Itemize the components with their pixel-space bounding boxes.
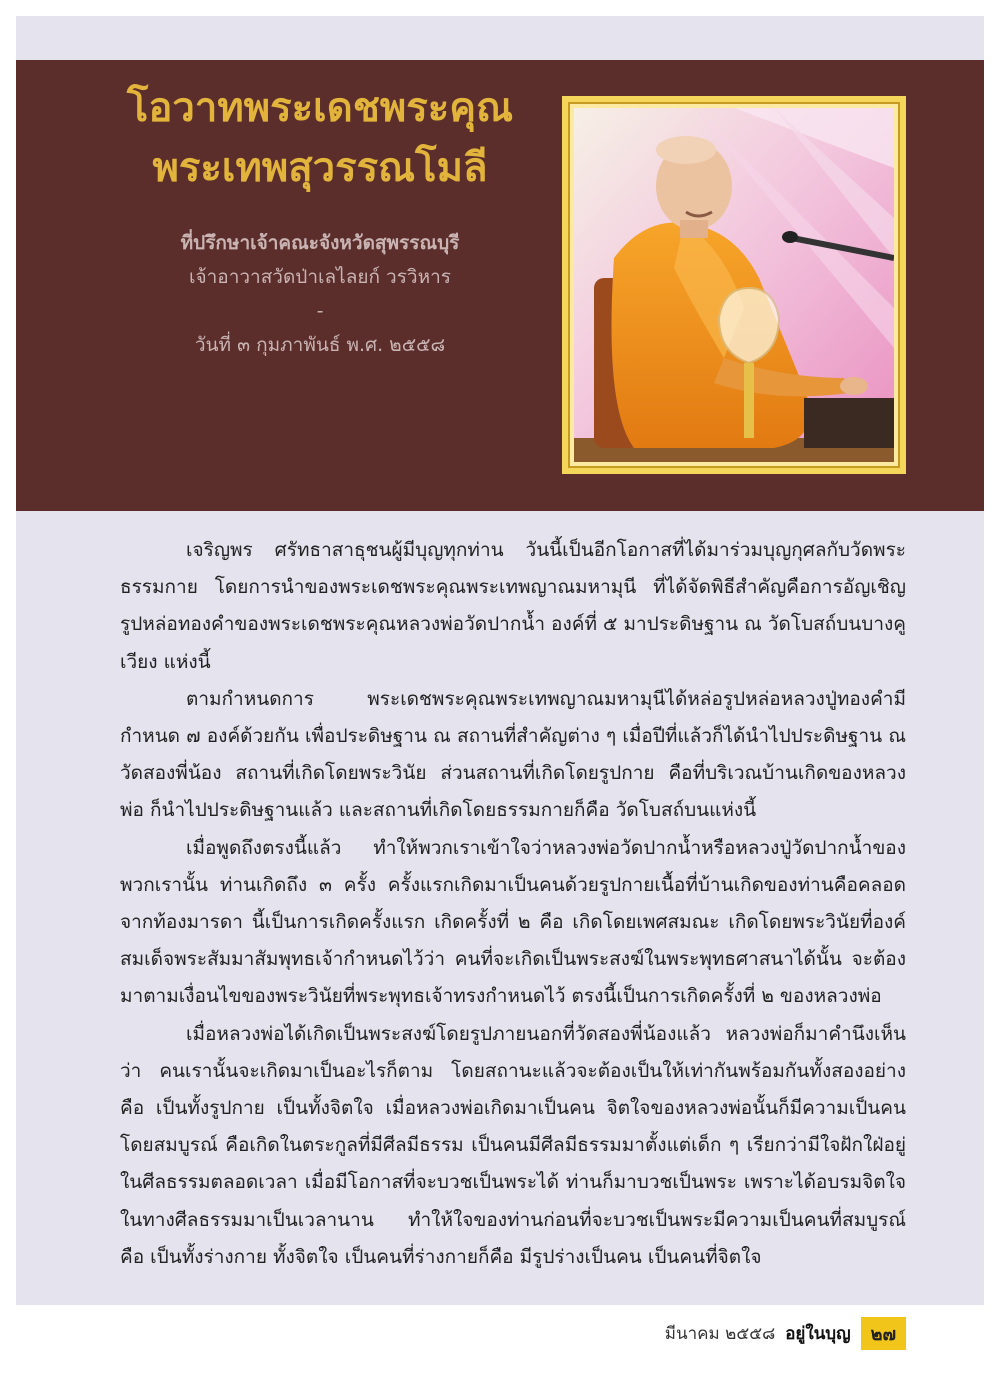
article-title [60, 78, 580, 198]
author-abbot-title: เจ้าอาวาสวัดป่าเลไลยก์ วรวิหาร [188, 266, 451, 288]
author-info [60, 226, 580, 362]
article-body [120, 532, 906, 1276]
monk-photo [574, 108, 894, 462]
sermon-date: วันที่ ๓ กุมภาพันธ์ พ.ศ. ๒๕๕๘ [194, 334, 446, 356]
photo-frame-inner [568, 102, 900, 468]
author-role: ที่ปรึกษาเจ้าคณะจังหวัดสุพรรณบุรี [180, 232, 460, 254]
magazine-name: อยู่ในบุญ [785, 1323, 851, 1344]
title-line-1: โอวาทพระเดชพระคุณ [126, 84, 514, 131]
paragraph-1: เจริญพร ศรัทธาสาธุชนผู้มีบุญทุกท่าน วันนี้เป็นอีกโอกาสที่ได้มาร่วมบุญกุศลกับวัดพระธรรมกาย โดยการนำของพระเดชพระคุณพระเทพญาณมหามุนี ที่ได้จัดพิธีสำคัญคือการอัญเชิญรูปหล่อทองคำของพระเดชพระคุณหลวงพ่อวัดปากน้ำ องค์ที่ ๕ มาประดิษฐาน ณ วัดโบสถ์บนบางคูเวียง แห่งนี้ [120, 539, 906, 673]
page-number: ๒๗ [861, 1317, 906, 1350]
issue-date: มีนาคม ๒๕๕๘ [664, 1323, 776, 1344]
title-line-2: พระเทพสุวรรณโมลี [152, 144, 488, 191]
photo-frame [562, 96, 906, 474]
paragraph-3: เมื่อพูดถึงตรงนี้แล้ว ทำให้พวกเราเข้าใจว่าหลวงพ่อวัดปากน้ำหรือหลวงปู่วัดปากน้ำของพวกเรานั้น ท่านเกิดถึง ๓ ครั้ง ครั้งแรกเกิดมาเป็นคนด้วยรูปกายเนื้อที่บ้านเกิดของท่านคือคลอดจากท้องมารดา นี้เป็นการเกิดครั้งแรก เกิดครั้งที่ ๒ คือ เกิดโดยเพศสมณะ เกิดโดยพระวินัยที่องค์สมเด็จพระสัมมาสัมพุทธเจ้ากำหนดไว้ว่า คนที่จะเกิดเป็นพระสงฆ์ในพระพุทธศาสนาได้นั้น จะต้องมาตามเงื่อนไขของพระวินัยที่พระพุทธเจ้าทรงกำหนดไว้ ตรงนี้เป็นการเกิดครั้งที่ ๒ ของหลวงพ่อ [120, 836, 906, 1008]
paragraph-4: เมื่อหลวงพ่อได้เกิดเป็นพระสงฆ์โดยรูปภายนอกที่วัดสองพี่น้องแล้ว หลวงพ่อก็มาคำนึงเห็นว่า คนเรานั้นจะเกิดมาเป็นอะไรก็ตาม โดยสถานะแล้วจะต้องเป็นให้เท่ากันพร้อมกันทั้งสองอย่าง คือ เป็นทั้งรูปกาย เป็นทั้งจิตใจ เมื่อหลวงพ่อเกิดมาเป็นคน จิตใจของหลวงพ่อนั้นก็มีความเป็นคนโดยสมบูรณ์ คือเกิดในตระกูลที่มีศีลมีธรรม เป็นคนมีศีลมีธรรมมาตั้งแต่เด็ก ๆ เรียกว่ามีใจฝักใฝ่อยู่ในศีลธรรมตลอดเวลา เมื่อมีโอกาสที่จะบวชเป็นพระได้ ท่านก็มาบวชเป็นพระ เพราะได้อบรมจิตใจในทางศีลธรรมมาเป็นเวลานาน ทำให้ใจของท่านก่อนที่จะบวชเป็นพระมีความเป็นคนที่สมบูรณ์ คือ เป็นทั้งร่างกาย ทั้งจิตใจ เป็นคนที่ร่างกายก็คือ มีรูปร่างเป็นคน เป็นคนที่จิตใจ [120, 1022, 906, 1268]
paragraph-2: ตามกำหนดการ พระเดชพระคุณพระเทพญาณมหามุนีได้หล่อรูปหล่อหลวงปู่ทองคำมีกำหนด ๗ องค์ด้วยกัน เพื่อประดิษฐาน ณ สถานที่สำคัญต่าง ๆ เมื่อปีที่แล้วก็ได้นำไปประดิษฐาน ณ วัดสองพี่น้อง สถานที่เกิดโดยพระวินัย ส่วนสถานที่เกิดโดยรูปกาย คือที่บริเวณบ้านเกิดของหลวงพ่อ ก็นำไปประดิษฐานแล้ว และสถานที่เกิดโดยธรรมกายก็คือ วัดโบสถ์บนแห่งนี้ [120, 687, 906, 822]
subtitle-separator: - [316, 300, 324, 322]
page-footer [640, 1318, 906, 1348]
